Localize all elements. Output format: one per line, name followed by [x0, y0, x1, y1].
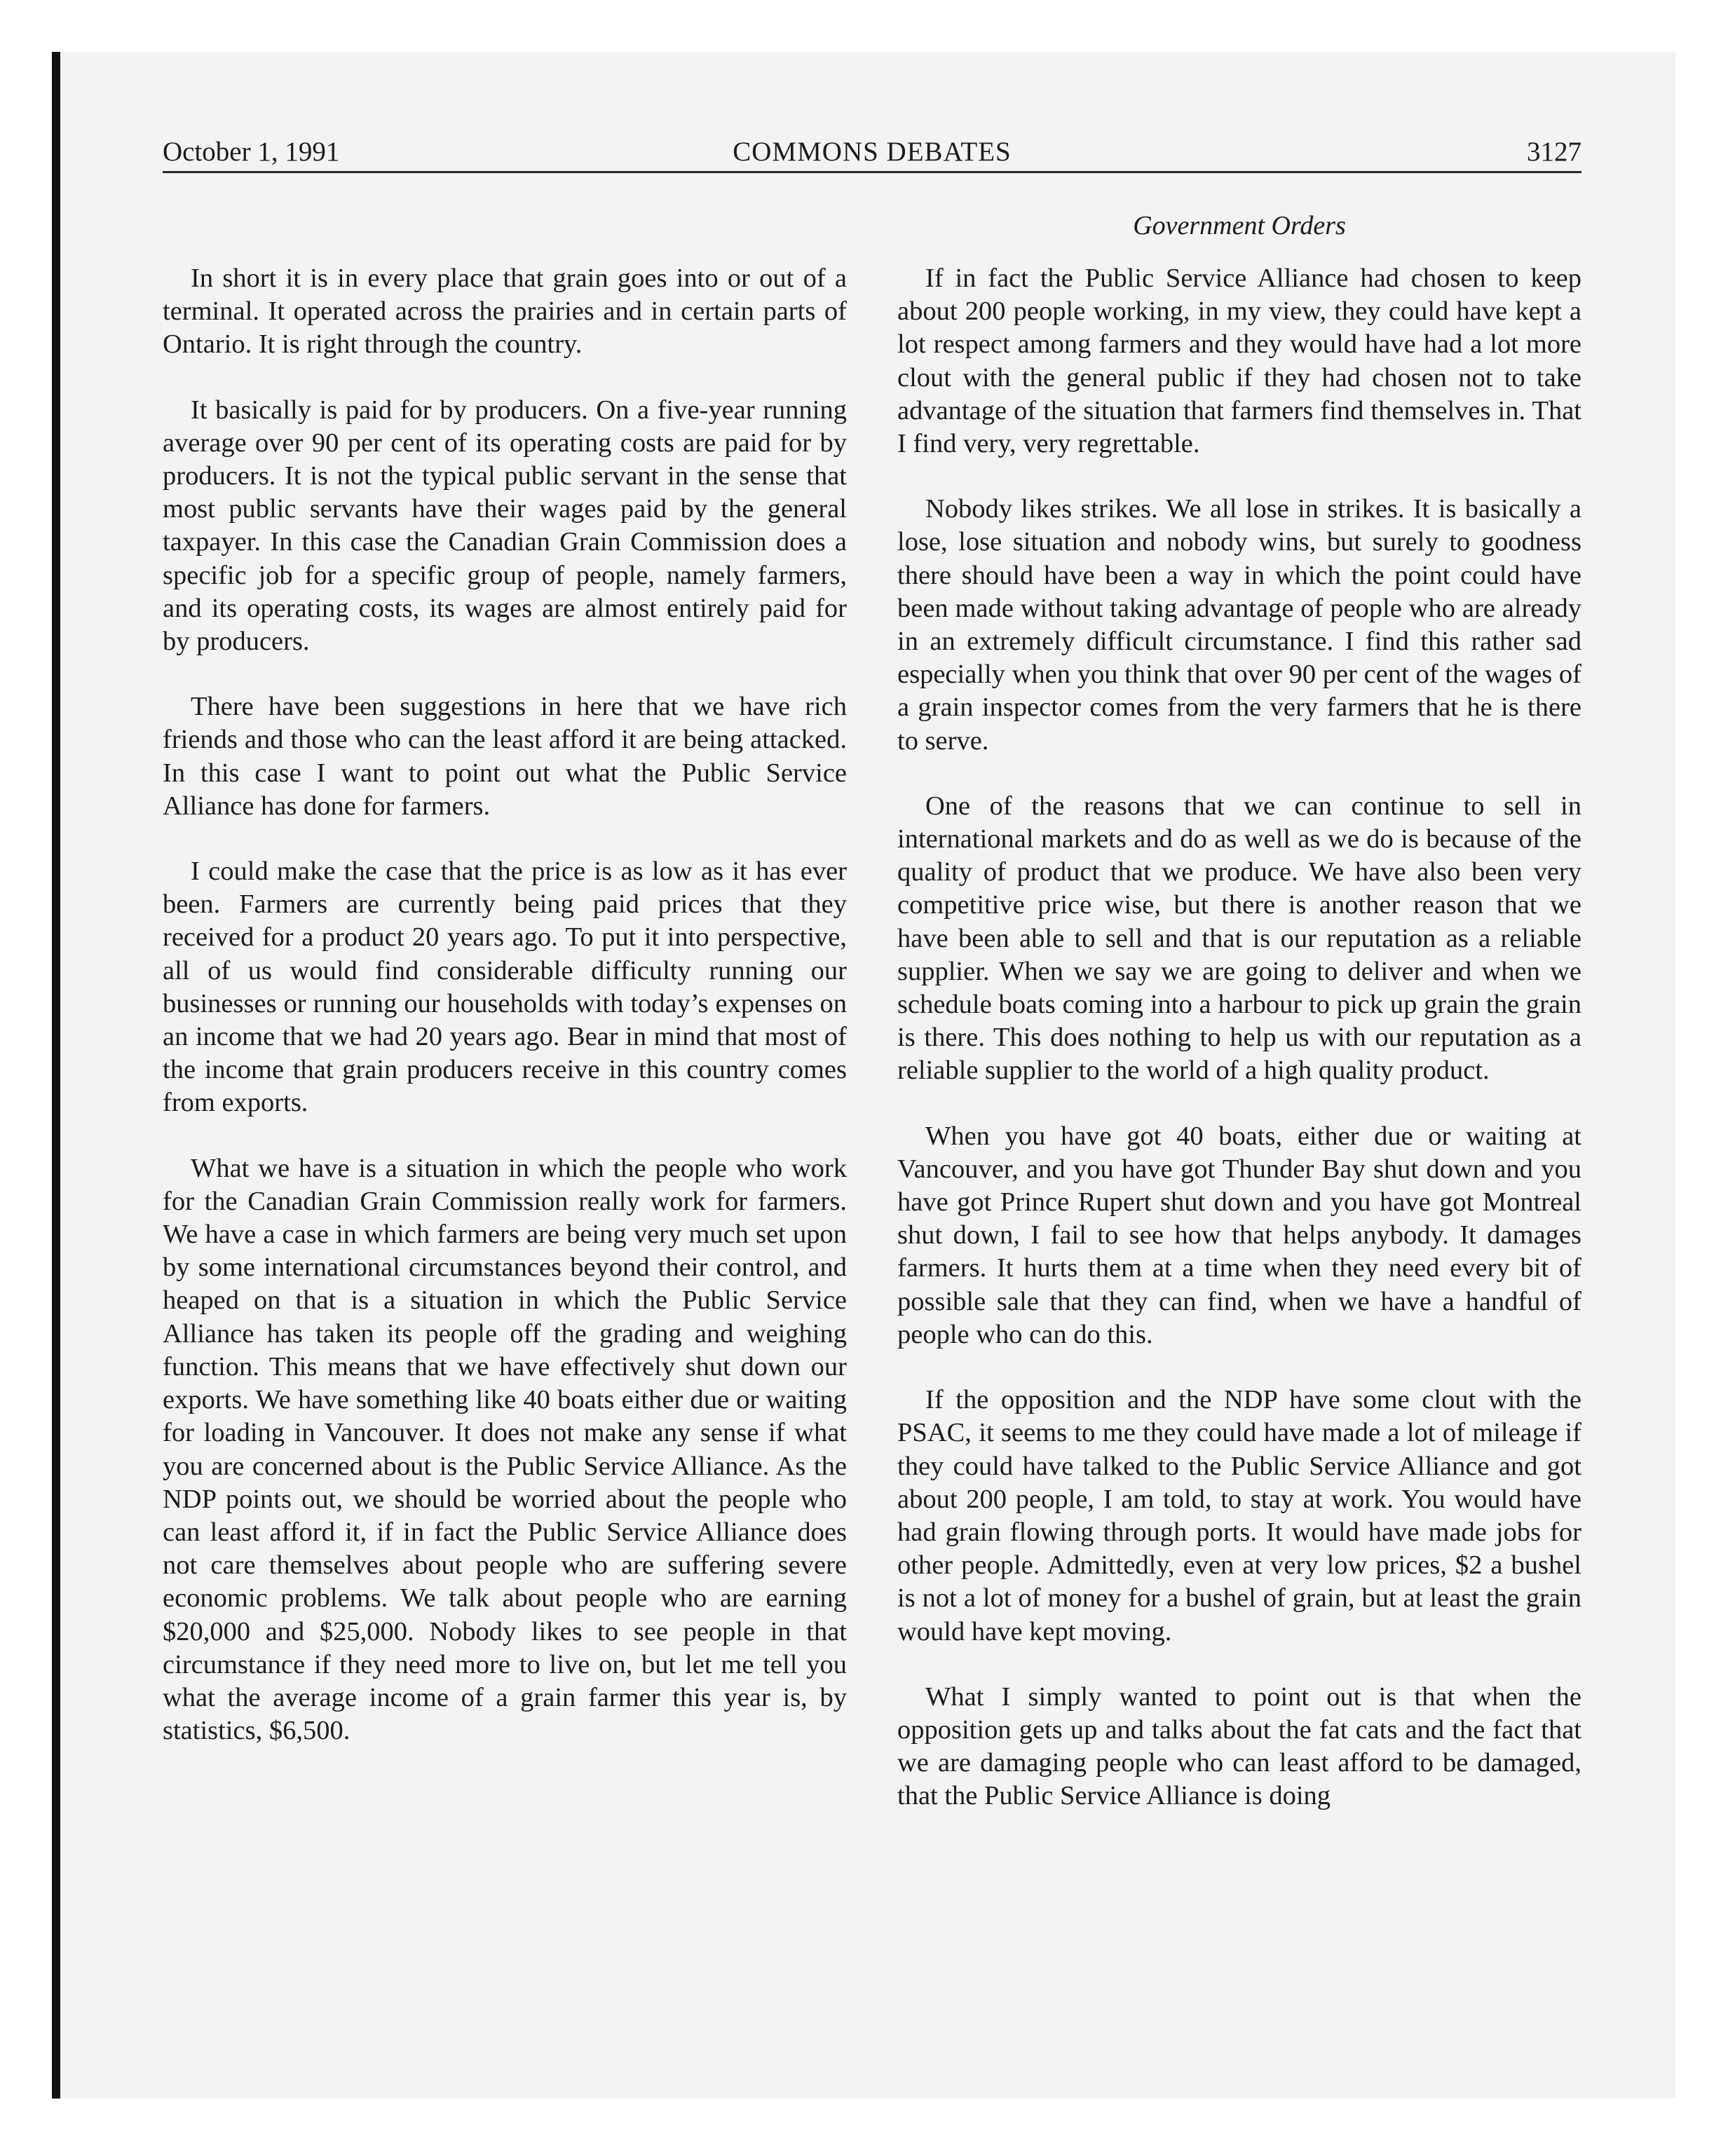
header-date: October 1, 1991: [163, 137, 340, 167]
paragraph: It basically is paid for by producers. On a five-year running average over 90 per cent of its operating costs are paid for by producers. It is not the typical public servant in the sense that most public servants have their wages paid by the general taxpayer. In this case the Canadian Grain Commission does a specific job for a specific group of people, namely farmers, and its operating costs, its wages are almost entirely paid for by producers.: [163, 395, 847, 657]
running-head: [163, 126, 1581, 175]
header-title: COMMONS DEBATES: [733, 137, 1012, 167]
header-rule: [163, 171, 1581, 173]
paragraph: Nobody likes strikes. We all lose in strikes. It is basically a lose, lose situation and nobody wins, but surely to goodness there should have been a way in which the point could have been made without taking advantage of people who are already in an extremely difficult circumstance. I find this rather sad especially when you think that over 90 per cent of the wages of a grain inspector comes from the very farmers that he is there to serve.: [897, 494, 1581, 756]
header-page-number: 3127: [1527, 137, 1581, 167]
paragraph: What we have is a situation in which the people who work for the Canadian Grain Commission really work for farmers. We have a case in which farmers are being very much set upon by some international circumstances beyond their control, and heaped on that is a situation in which the Public Service Alliance has taken its people off the grading and weighing function. This means that we have effectively shut down our exports. We have something like 40 boats either due or waiting for loading in Vancouver. It does not make any sense if what you are concerned about is the Public Service Alliance. As the NDP points out, we should be worried about the people who can least afford it, if in fact the Public Service Alliance does not care themselves about people who are suffering severe economic problems. We talk about people who are earning $20,000 and $25,000. Nobody likes to see people in that circumstance if they need more to live on, but let me tell you what the average income of a grain farmer this year is, by statistics, $6,500.: [163, 1153, 847, 1746]
right-column: [897, 262, 1581, 1813]
paragraph: One of the reasons that we can continue to sell in international markets and do as well as we do is because of the quality of product that we produce. We have also been very competitive price wise, but there is another reason that we have been able to sell and that is our reputation as a reliable supplier. When we say we are going to deliver and when we schedule boats coming into a harbour to pick up grain the grain is there. This does nothing to help us with our reputation as a reliable supplier to the world of a high quality product.: [897, 791, 1581, 1086]
paragraph: What I simply wanted to point out is that when the opposition gets up and talks about the fat cats and the fact that we are damaging people who can least afford to be damaged, that the Public Service Alliance is doing: [897, 1681, 1581, 1811]
paragraph: When you have got 40 boats, either due or waiting at Vancouver, and you have got Thunder Bay shut down and you have got Prince Rupert shut down and you have got Montreal shut down, I fail to see how that helps anybody. It damages farmers. It hurts them at a time when they need every bit of possible sale that they can find, when we have a handful of people who can do this.: [897, 1121, 1581, 1349]
left-column: [163, 262, 847, 1747]
section-title: Government Orders: [1133, 211, 1346, 240]
paragraph: There have been suggestions in here that we have rich friends and those who can the least afford it are being attacked. In this case I want to point out what the Public Service Alliance has done for farmers.: [163, 692, 847, 821]
paragraph: If the opposition and the NDP have some clout with the PSAC, it seems to me they could have made a lot of mileage if they could have talked to the Public Service Alliance and got about 200 people, I am told, to stay at work. You would have had grain flowing through ports. It would have made jobs for other people. Admittedly, even at very low prices, $2 a bushel is not a lot of money for a bushel of grain, but at least the grain would have kept moving.: [897, 1385, 1581, 1646]
paragraph: If in fact the Public Service Alliance had chosen to keep about 200 people working, in my view, they could have kept a lot respect among farmers and they would have had a lot more clout with the general public if they had chosen not to take advantage of the situation that farmers find themselves in. That I find very, very regrettable.: [897, 264, 1581, 459]
paragraph: I could make the case that the price is as low as it has ever been. Farmers are currently being paid prices that they received for a product 20 years ago. To put it into perspective, all of us would find considerable difficulty running our businesses or running our households with today’s expenses on an income that we had 20 years ago. Bear in mind that most of the income that grain producers receive in this country comes from exports.: [163, 857, 847, 1118]
paragraph: In short it is in every place that grain goes into or out of a terminal. It operated across the prairies and in certain parts of Ontario. It is right through the country.: [163, 264, 847, 360]
